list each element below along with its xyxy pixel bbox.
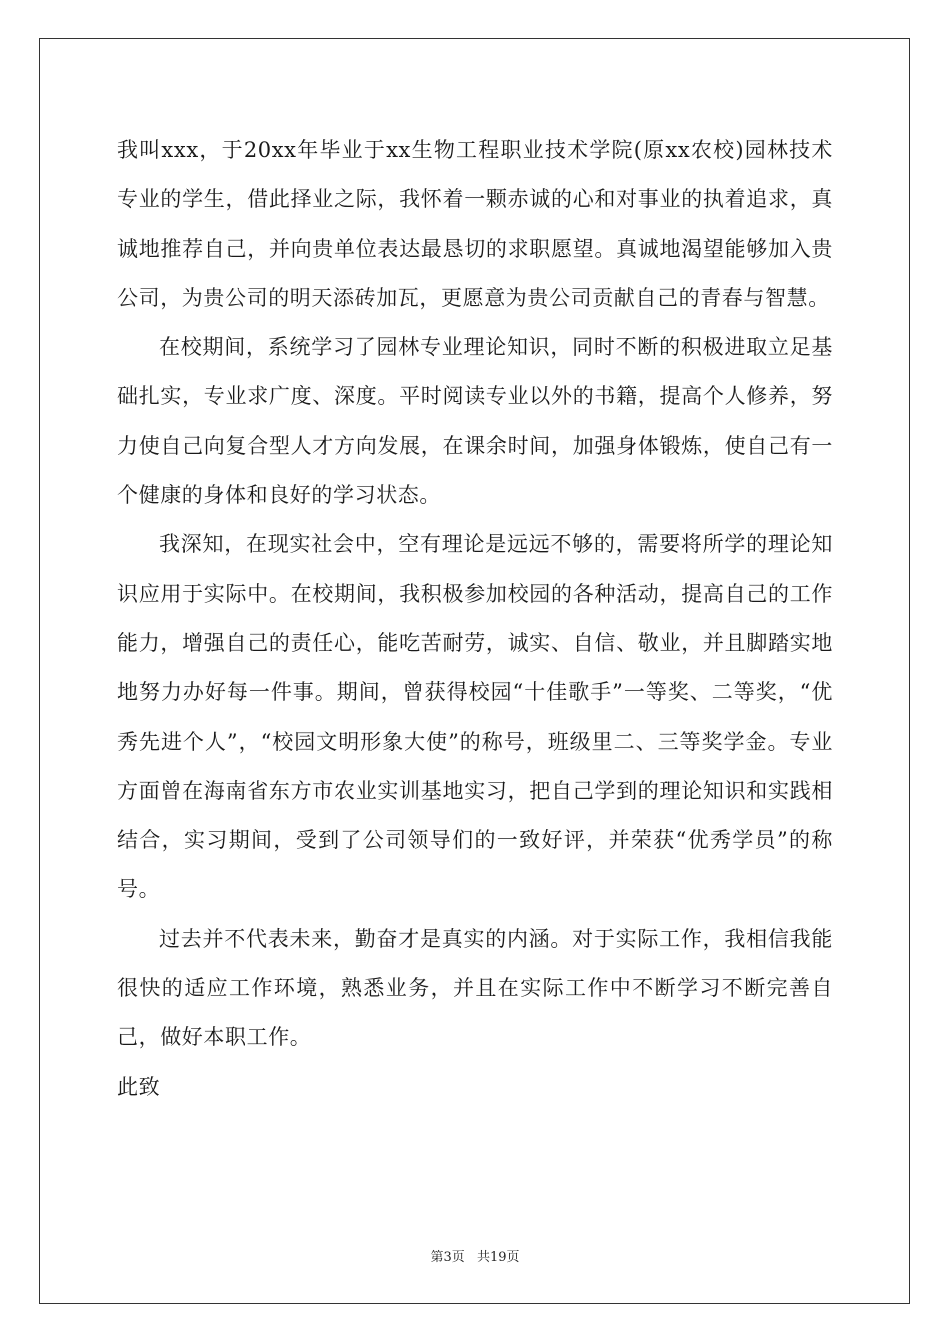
- page-number: 第3页: [430, 1250, 465, 1265]
- page-total: 共19页: [476, 1250, 520, 1265]
- paragraph-practice: 我深知，在现实社会中，空有理论是远远不够的，需要将所学的理论知识应用于实际中。在校期间，我积极参加校园的各种活动，提高自己的工作能力，增强自己的责任心，能吃苦耐劳，诚实、自信、敬业，并且脚踏实地地努力办好每一件事。期间，曾获得校园“十佳歌手”一等奖、二等奖，“优秀先进个人”，“校园文明形象大使”的称号，班级里二、三等奖学金。专业方面曾在海南省东方市农业实训基地实习，把自己学到的理论知识和实践相结合，实习期间，受到了公司领导们的一致好评，并荣获“优秀学员”的称号。: [117, 532, 833, 902]
- paragraph-intro: 我叫xxx，于20xx年毕业于xx生物工程职业技术学院(原xx农校)园林技术专业的学生，借此择业之际，我怀着一颗赤诚的心和对事业的执着追求，真诚地推荐自己，并向贵单位表达最恳切的求职愿望。真诚地渴望能够加入贵公司，为贵公司的明天添砖加瓦，更愿意为贵公司贡献自己的青春与智慧。: [117, 138, 833, 310]
- paragraph-study: 在校期间，系统学习了园林专业理论知识，同时不断的积极进取立足基础扎实，专业求广度、深度。平时阅读专业以外的书籍，提高个人修养，努力使自己向复合型人才方向发展，在课余时间，加强身体锻炼，使自己有一个健康的身体和良好的学习状态。: [117, 335, 833, 508]
- closing-salutation: 此致: [117, 1074, 161, 1099]
- paragraph-conclusion: 过去并不代表未来，勤奋才是真实的内涵。对于实际工作，我相信我能很快的适应工作环境，熟悉业务，并且在实际工作中不断学习不断完善自己，做好本职工作。: [117, 926, 833, 1050]
- letter-body: [117, 126, 833, 1112]
- page-footer: [0, 1246, 950, 1265]
